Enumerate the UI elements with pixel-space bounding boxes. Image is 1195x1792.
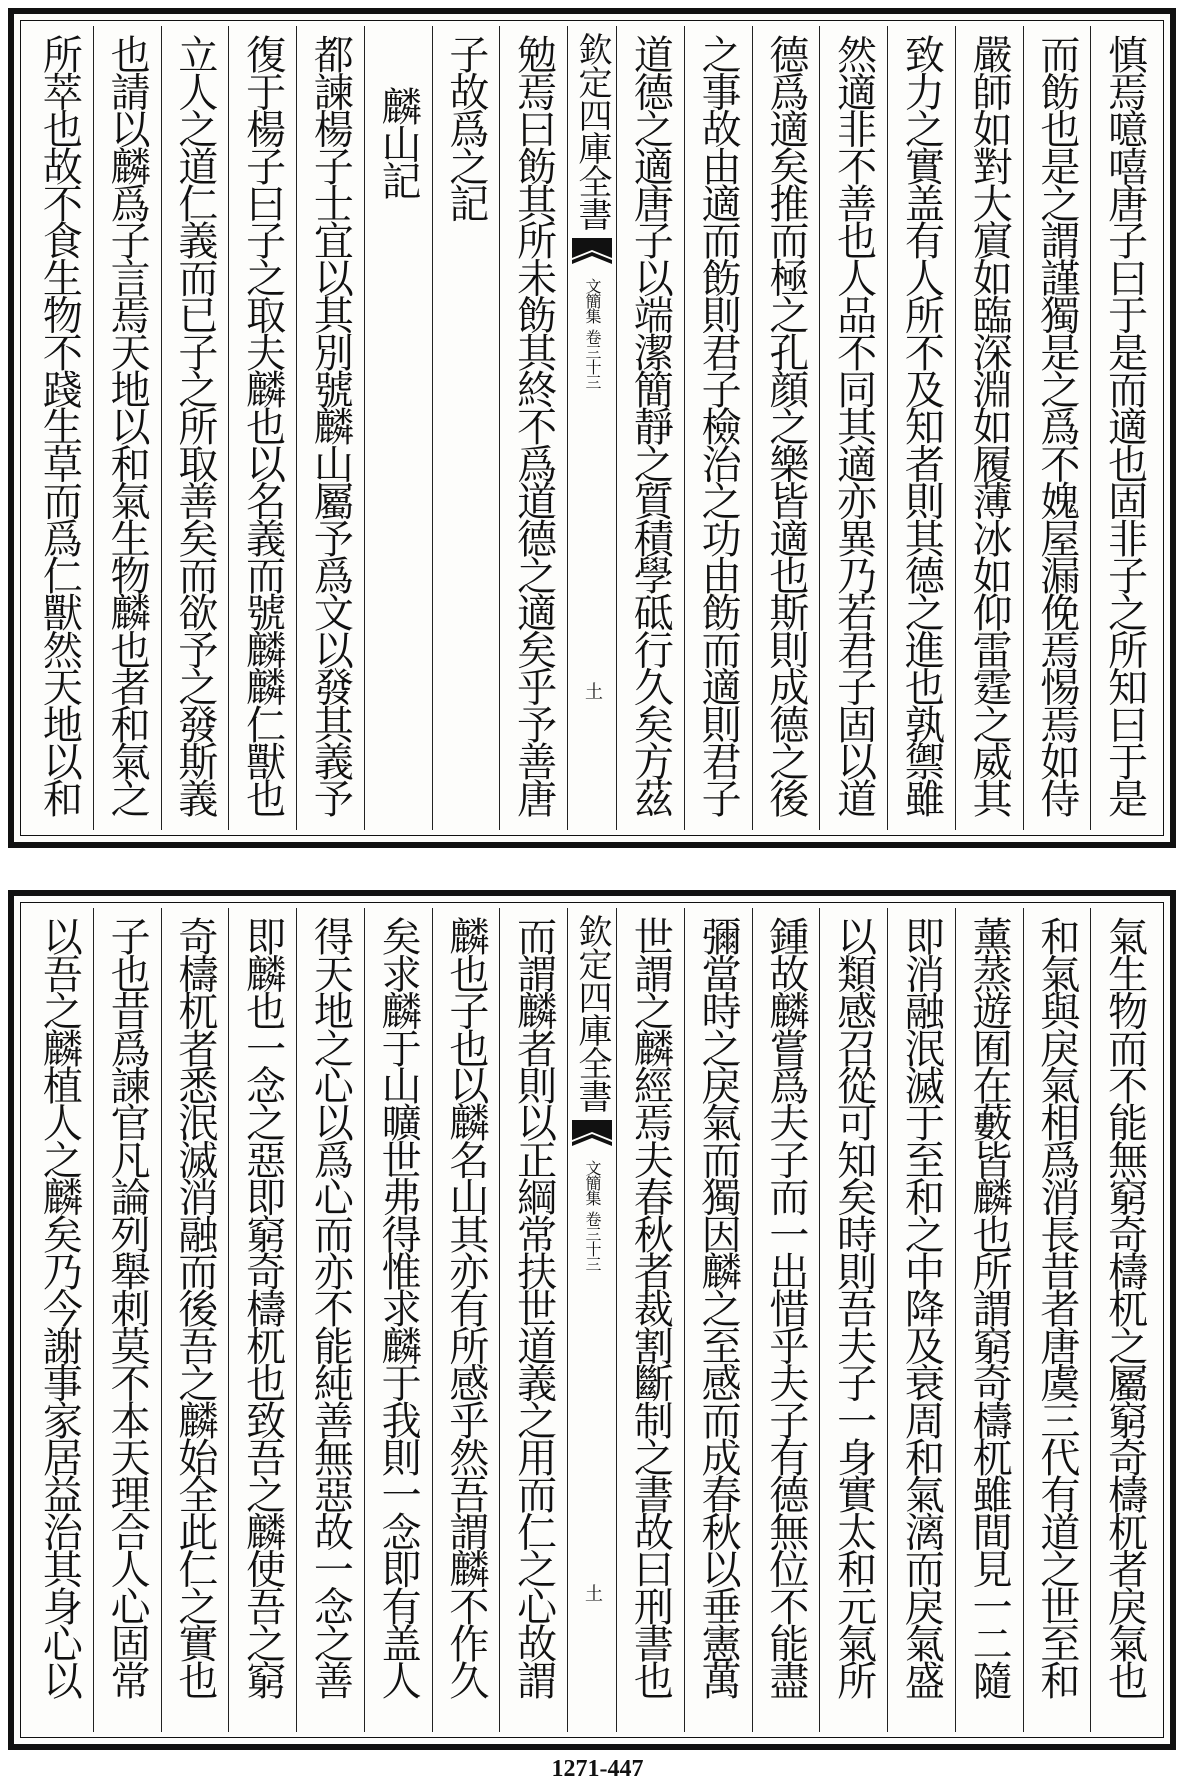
page-folio-top xyxy=(8,8,1176,848)
center-fold xyxy=(567,26,616,830)
folio-number: 土 xyxy=(582,1584,603,1602)
book-title: 文簡集 xyxy=(583,1160,602,1205)
collection-title: 欽定四庫全書 xyxy=(572,32,612,230)
text-column: 鍾故麟嘗爲夫子而一出惜乎夫子有德無位不能盡 xyxy=(752,908,820,1732)
text-column: 氣生物而不能無窮奇檮杌之屬窮奇檮杌者戾氣也 xyxy=(1090,908,1158,1732)
text-column: 所萃也故不食生物不踐生草而爲仁獸然天地以和 xyxy=(36,34,83,816)
text-column: 以類感召從可知矣時則吾夫子一身實太和元氣所 xyxy=(819,908,887,1732)
center-fold xyxy=(567,908,616,1732)
text-column: 矣求麟于山曠世弗得惟求麟于我則一念即有盖人 xyxy=(364,908,432,1732)
text-column: 奇檮杌者悉泯滅消融而後吾之麟始全此仁之實也 xyxy=(161,908,229,1732)
text-column: 之事故由適而飭則君子檢治之功由飭而適則君子 xyxy=(684,26,752,830)
text-column: 致力之實盖有人所不及知者則其德之進也孰禦雖 xyxy=(887,26,955,830)
collection-title: 欽定四庫全書 xyxy=(572,914,612,1112)
text-column: 嚴師如對大賔如臨深淵如履薄冰如仰雷霆之威其 xyxy=(955,26,1023,830)
text-column: 慎焉噫嘻唐子曰于是而適也固非子之所知曰于是 xyxy=(1090,26,1158,830)
text-column: 即麟也一念之惡即窮奇檮杌也致吾之麟使吾之窮 xyxy=(228,908,296,1732)
page-folio-bottom xyxy=(8,890,1176,1750)
volume-label: 卷三十三 xyxy=(583,329,602,389)
text-column: 得天地之心以爲心而亦不能純善無惡故一念之善 xyxy=(296,908,364,1732)
text-column: 世謂之麟經焉夫春秋者裁割斷制之書故曰刑書也 xyxy=(616,908,684,1732)
text-column: 而飭也是之謂謹獨是之爲不媿屋漏俛焉惕焉如侍 xyxy=(1023,26,1091,830)
text-column: 也請以麟爲子言焉天地以和氣生物麟也者和氣之 xyxy=(93,26,161,830)
folio-number: 土 xyxy=(582,682,603,700)
volume-label: 卷三十三 xyxy=(583,1211,602,1271)
text-column: 而謂麟者則以正綱常扶世道義之用而仁之心故謂 xyxy=(499,908,567,1732)
text-column: 然適非不善也人品不同其適亦異乃若君子固以道 xyxy=(819,26,887,830)
text-column: 麟也子也以麟名山其亦有所感乎然吾謂麟不作久 xyxy=(432,908,500,1732)
fishtail-mark-icon xyxy=(572,1120,612,1154)
text-column: 都諫楊子士宜以其別號麟山屬予爲文以發其義予 xyxy=(296,26,364,830)
text-column: 和氣與戾氣相爲消長昔者唐虞三代有道之世至和 xyxy=(1023,908,1091,1732)
page-number: 1271-447 xyxy=(551,1756,644,1782)
section-title: 麟山記 xyxy=(364,26,432,830)
text-column: 以吾之麟植人之麟矣乃今謝事家居益治其身心以 xyxy=(36,916,83,1698)
book-title: 文簡集 xyxy=(583,278,602,323)
fishtail-mark-icon xyxy=(572,238,612,272)
text-column: 立人之道仁義而已子之所取善矣而欲予之發斯義 xyxy=(161,26,229,830)
text-column: 道德之適唐子以端潔簡靜之質積學砥行久矣方茲 xyxy=(616,26,684,830)
text-column: 勉焉曰飭其所未飭其終不爲道德之適矣乎予善唐 xyxy=(499,26,567,830)
text-column: 德爲適矣推而極之孔顔之樂皆適也斯則成德之後 xyxy=(752,26,820,830)
text-column: 薰蒸遊囿在藪皆麟也所謂窮奇檮杌雖間見一二隨 xyxy=(955,908,1023,1732)
text-column: 子故爲之記 xyxy=(432,26,500,830)
text-column: 復于楊子曰子之取夫麟也以名義而號麟麟仁獸也 xyxy=(228,26,296,830)
text-column: 子也昔爲諫官凡論列舉刺莫不本天理合人心固常 xyxy=(93,908,161,1732)
text-column: 即消融泯滅于至和之中降及衰周和氣漓而戾氣盛 xyxy=(887,908,955,1732)
text-column: 彌當時之戾氣而獨因麟之至感而成春秋以垂憲萬 xyxy=(684,908,752,1732)
